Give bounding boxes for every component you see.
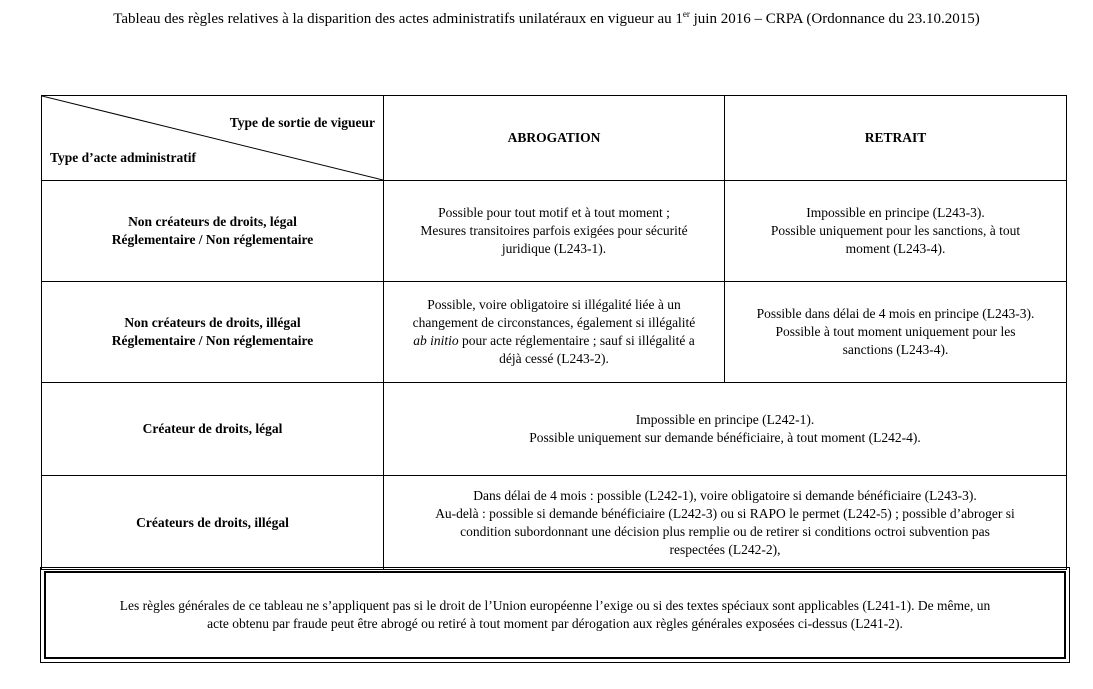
latin-term: ab initio [413,333,459,348]
footer-line: Les règles générales de ce tableau ne s’appliquent pas si le droit de l’Union européenne l’exige ou si des textes spéciaux sont applicables (L241-1). De même, un [119,598,991,613]
cell-line: Mesures transitoires parfois exigées pour sécurité [420,223,688,238]
cell-line: Possible à tout moment uniquement pour les [775,324,1016,339]
retrait-cell [725,181,1067,282]
table-row [42,476,1067,570]
footer-note-box [40,567,1070,663]
cell-line: condition subordonnant une décision plus remplie ou de retirer si conditions octroi subvention pas [460,523,990,539]
title-text: Tableau des règles relatives à la disparition des actes administratifs unilatéraux en vigueur au 1 [113,11,683,27]
cell-line: Possible dans délai de 4 mois en principe (L243-3). [756,306,1035,321]
row-label [42,282,384,383]
abrogation-header: ABROGATION [384,96,725,181]
cell-line: Possible pour tout motif et à tout moment ; [438,205,670,220]
row-label-line: Non créateurs de droits, illégal [124,315,301,330]
header-row [42,96,1067,181]
cell-line: Possible, voire obligatoire si illégalité liée à un [427,297,681,312]
merged-cell [384,476,1067,570]
row-label-line: Non créateurs de droits, légal [128,214,297,229]
cell-line [390,332,718,350]
cell-line: Dans délai de 4 mois : possible (L242-1), voire obligatoire si demande bénéficiaire (L243-3). [473,487,977,503]
table-row [42,383,1067,476]
footer-line: acte obtenu par fraude peut être abrogé ou retiré à tout moment par dérogation aux règles générales exposées ci-dessus (L241-2). [207,616,903,631]
cell-line: sanctions (L243-4). [842,342,949,357]
abrogation-cell [384,282,725,383]
document-title [0,10,1093,28]
title-text-end: juin 2016 – CRPA (Ordonnance du 23.10.2015) [689,11,980,27]
cell-line: moment (L243-4). [845,241,946,256]
table-row [42,181,1067,282]
exit-type-label: Type de sortie de vigueur [229,115,375,130]
table-row [42,282,1067,383]
rules-table [41,95,1067,570]
diagonal-divider [42,96,383,180]
row-label: Créateur de droits, légal [42,383,384,476]
cell-line-rest: pour acte réglementaire ; sauf si illégalité a [458,333,695,348]
diagonal-header-cell [42,96,384,181]
cell-line: changement de circonstances, également si illégalité [412,315,696,330]
merged-cell [384,383,1067,476]
cell-line: Possible uniquement sur demande bénéficiaire, à tout moment (L242-4). [529,430,921,445]
cell-line: déjà cessé (L243-2). [499,351,609,366]
cell-line: Possible uniquement pour les sanctions, à tout [770,223,1021,238]
row-label-line: Réglementaire / Non réglementaire [111,333,314,348]
row-label-line: Réglementaire / Non réglementaire [111,232,314,247]
row-label [42,181,384,282]
cell-line: Impossible en principe (L243-3). [806,205,985,220]
cell-line: Au-delà : possible si demande bénéficiaire (L242-3) ou si RAPO le permet (L242-5) ; possible d’abroger si [435,505,1015,521]
cell-line: respectées (L242-2), [669,541,781,557]
footer-note [44,571,1066,659]
retrait-cell [725,282,1067,383]
title-superscript: er [682,9,690,19]
act-type-label: Type d’acte administratif [50,150,196,165]
row-label: Créateurs de droits, illégal [42,476,384,570]
abrogation-cell [384,181,725,282]
retrait-header: RETRAIT [725,96,1067,181]
cell-line: Impossible en principe (L242-1). [635,412,815,427]
cell-line: juridique (L243-1). [501,241,607,256]
